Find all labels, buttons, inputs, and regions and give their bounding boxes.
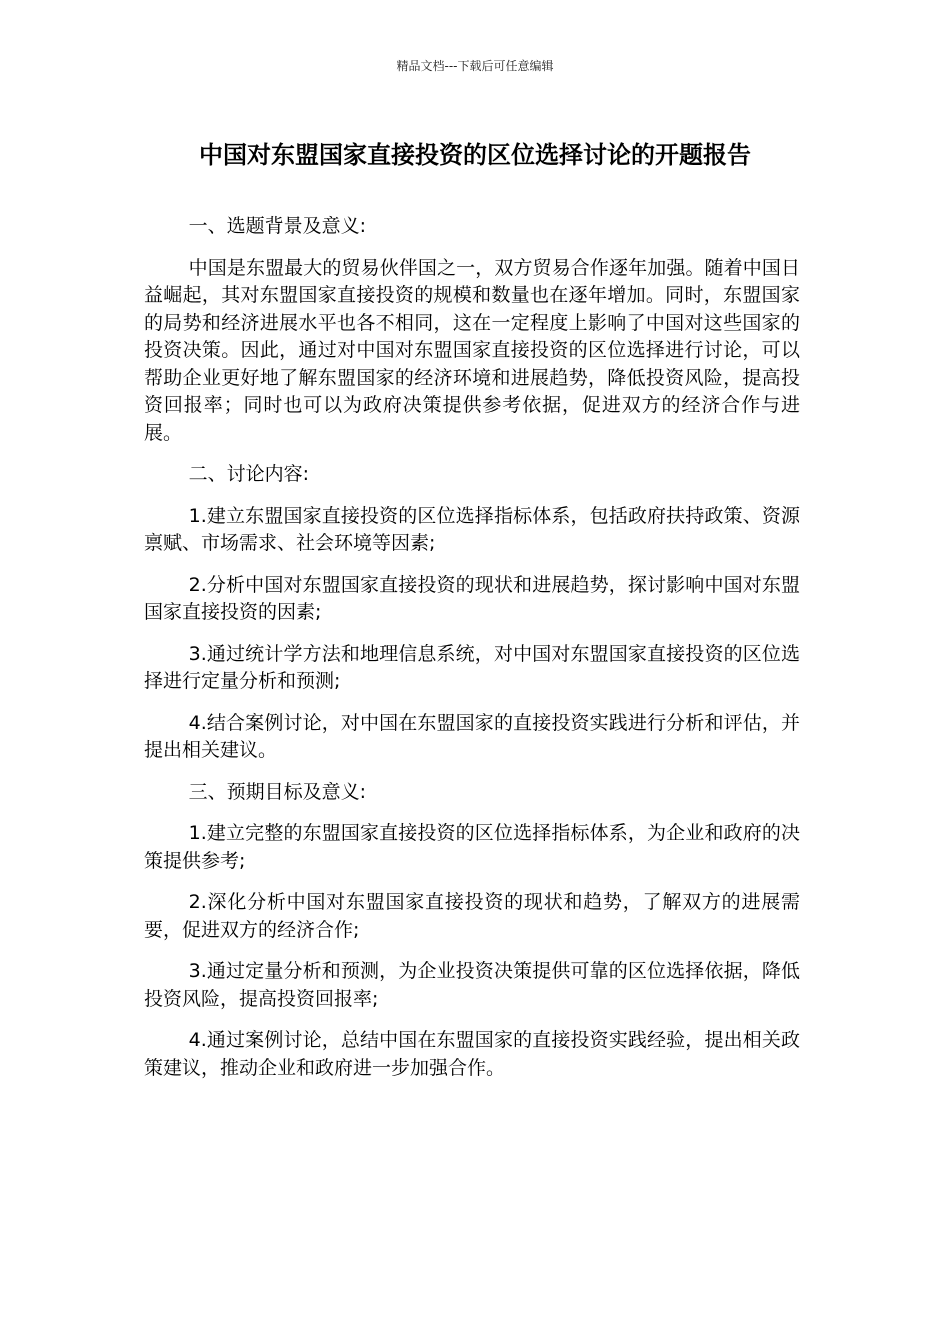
goal-item-3: 3.通过定量分析和预测，为企业投资决策提供可靠的区位选择依据，降低投资风险，提高投资回报率; <box>144 960 800 1010</box>
section-heading-content: 二、讨论内容: <box>188 463 310 485</box>
section-heading-background: 一、选题背景及意义: <box>188 215 367 237</box>
page-header-watermark: 精品文档---下载后可任意编辑 <box>396 59 554 73</box>
section-heading-goals: 三、预期目标及意义: <box>188 780 367 803</box>
content-item-3: 3.通过统计学方法和地理信息系统，对中国对东盟国家直接投资的区位选择进行定量分析和预测; <box>144 642 800 692</box>
document-body <box>144 213 800 1096</box>
document-title: 中国对东盟国家直接投资的区位选择讨论的开题报告 <box>199 141 751 169</box>
goal-item-2: 2.深化分析中国对东盟国家直接投资的现状和趋势，了解双方的进展需要，促进双方的经济合作; <box>144 891 800 941</box>
goal-item-4: 4.通过案例讨论，总结中国在东盟国家的直接投资实践经验，提出相关政策建议，推动企业和政府进一步加强合作。 <box>144 1029 800 1079</box>
goal-item-1: 1.建立完整的东盟国家直接投资的区位选择指标体系，为企业和政府的决策提供参考; <box>144 822 800 872</box>
content-item-2: 2.分析中国对东盟国家直接投资的现状和进展趋势，探讨影响中国对东盟国家直接投资的因素; <box>144 573 800 623</box>
content-item-1: 1.建立东盟国家直接投资的区位选择指标体系，包括政府扶持政策、资源禀赋、市场需求、社会环境等因素; <box>144 504 800 554</box>
paragraph-background: 中国是东盟最大的贸易伙伴国之一，双方贸易合作逐年加强。随着中国日益崛起，其对东盟国家直接投资的规模和数量也在逐年增加。同时，东盟国家的局势和经济进展水平也各不相同，这在一定程度上影响了中国对这些国家的投资决策。因此，通过对中国对东盟国家直接投资的区位选择进行讨论，可以帮助企业更好地了解东盟国家的经济环境和进展趋势，降低投资风险，提高投资回报率；同时也可以为政府决策提供参考依据，促进双方的经济合作与进展。 <box>144 256 800 444</box>
content-item-4: 4.结合案例讨论，对中国在东盟国家的直接投资实践进行分析和评估，并提出相关建议。 <box>144 711 800 761</box>
